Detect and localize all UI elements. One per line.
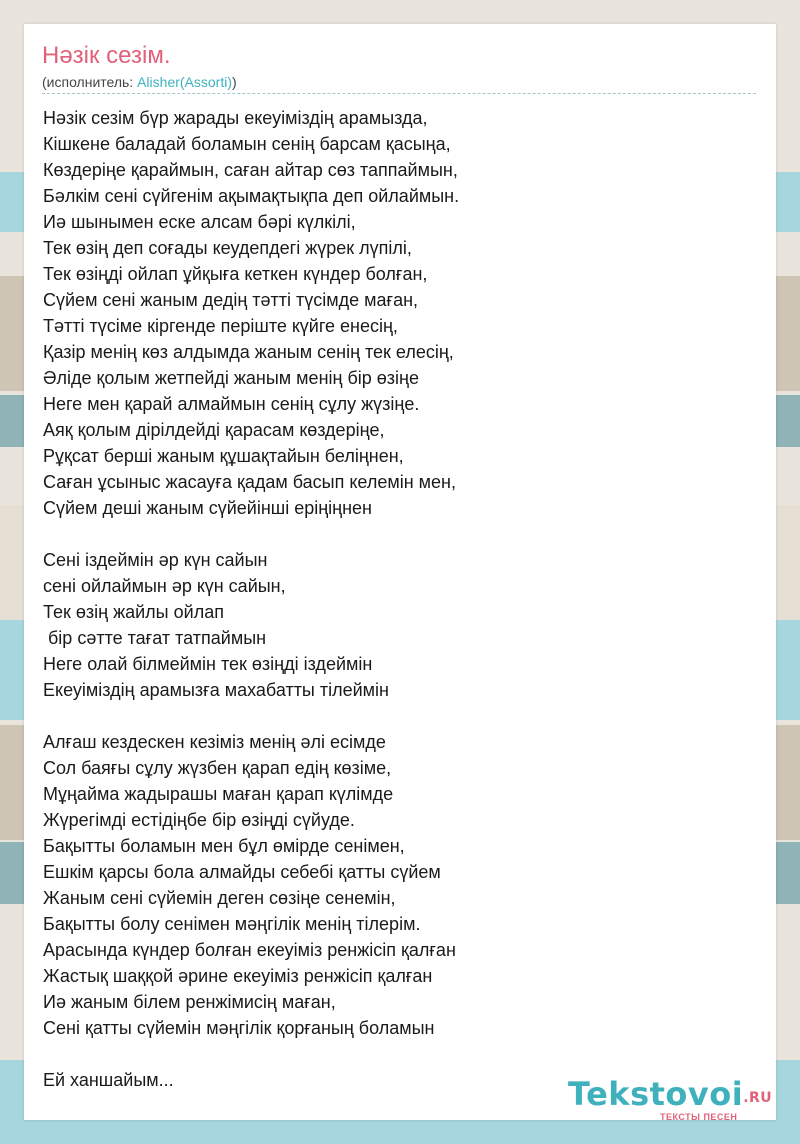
lyric-line: Арасында күндер болған екеуіміз ренжісіп қалған bbox=[43, 940, 456, 960]
lyric-line: Тек өзің жайлы ойлап bbox=[43, 602, 224, 622]
header-divider bbox=[42, 93, 756, 94]
lyric-line: Сол баяғы сұлу жүзбен қарап едің көзіме, bbox=[43, 758, 392, 778]
lyric-line: Аяқ қолым дірілдейді қарасам көздеріңе, bbox=[43, 420, 385, 440]
artist-line bbox=[42, 73, 237, 91]
lyric-line: Екеуіміздің арамызға махабатты тілеймін bbox=[43, 680, 389, 700]
lyric-line: Рұқсат берші жаным құшақтайын беліңнен, bbox=[43, 446, 404, 466]
lyric-line: Жүрегімді естідіңбе бір өзіңді сүйуде. bbox=[43, 810, 355, 830]
lyric-line: Мұңайма жадырашы маған қарап күлімде bbox=[43, 784, 394, 804]
lyric-line: Сүйем деші жаным сүйейінші еріңіңнен bbox=[43, 498, 372, 518]
lyric-line: бір сәтте тағат татпаймын bbox=[43, 628, 267, 648]
lyric-line: Жаным сені сүйемін деген сөзіңе сенемін, bbox=[43, 888, 396, 908]
lyric-line: Алғаш кездескен кезіміз менің әлі есімде bbox=[43, 732, 386, 752]
lyric-line: Бәлкім сені сүйгенім ақымақтықпа деп ойлаймын. bbox=[43, 186, 460, 206]
lyric-line: Неге мен қарай алмаймын сенің сұлу жүзіңе. bbox=[43, 394, 420, 414]
lyric-line: Сені қатты сүйемін мәңгілік қорғаның боламын bbox=[43, 1018, 435, 1038]
lyric-line: Иә шынымен еске алсам бәрі күлкілі, bbox=[43, 212, 356, 232]
lyric-line: Тәтті түсіме кіргенде періште күйге енесің, bbox=[43, 316, 398, 336]
lyric-line: Неге олай білмеймін тек өзіңді іздеймін bbox=[43, 654, 373, 674]
lyric-line: Бақытты боламын мен бұл өмірде сенімен, bbox=[43, 836, 405, 856]
lyric-line: Сені іздеймін әр күн сайын bbox=[43, 550, 268, 570]
lyric-line bbox=[43, 521, 753, 547]
artist-link[interactable]: Alisher(Assorti) bbox=[137, 74, 232, 90]
logo-name: Tekstovoi bbox=[568, 1075, 744, 1113]
lyric-line: Жастық шаққой әрине екеуіміз ренжісіп қалған bbox=[43, 966, 433, 986]
lyric-line: Әліде қолым жетпейді жаным менің бір өзіңе bbox=[43, 368, 419, 388]
song-title: Нәзік сезім. bbox=[42, 42, 171, 69]
lyric-line: Кішкене баладай боламын сенің барсам қасыңа, bbox=[43, 134, 451, 154]
lyric-line: Нәзік сезім бүр жарады екеуіміздің арамызда, bbox=[43, 108, 428, 128]
artist-suffix: ) bbox=[232, 74, 237, 90]
logo-tld: .RU bbox=[743, 1090, 773, 1106]
lyric-line: Көздеріңе қараймын, саған айтар сөз таппаймын, bbox=[43, 160, 458, 180]
lyric-line: Саған ұсыныс жасауға қадам басып келемін мен, bbox=[43, 472, 456, 492]
site-logo[interactable] bbox=[568, 1076, 772, 1116]
artist-prefix: (исполнитель: bbox=[42, 74, 138, 90]
lyrics-card bbox=[24, 24, 776, 1120]
lyric-line: Тек өзің деп соғады кеудепдегі жүрек лүпілі, bbox=[43, 238, 412, 258]
lyric-line: Сүйем сені жаным дедің тәтті түсімде маған, bbox=[43, 290, 419, 310]
lyric-line: Тек өзіңді ойлап ұйқыға кеткен күндер болған, bbox=[43, 264, 428, 284]
lyric-line: Қазір менің көз алдымда жаным сенің тек елесің, bbox=[43, 342, 454, 362]
lyric-line: Бақытты болу сенімен мәңгілік менің тілерім. bbox=[43, 914, 421, 934]
lyric-line: сені ойлаймын әр күн сайын, bbox=[43, 576, 286, 596]
lyric-line bbox=[43, 1041, 753, 1067]
lyric-line: Ешкім қарсы бола алмайды себебі қатты сүйем bbox=[43, 862, 441, 882]
lyrics-text bbox=[43, 105, 753, 1093]
lyric-line: Иә жаным білем ренжімисің маған, bbox=[43, 992, 336, 1012]
lyric-line bbox=[43, 703, 753, 729]
logo-tagline: ТЕКСТЫ ПЕСЕН bbox=[660, 1112, 738, 1122]
lyric-line: Ей ханшайым... bbox=[43, 1070, 174, 1090]
